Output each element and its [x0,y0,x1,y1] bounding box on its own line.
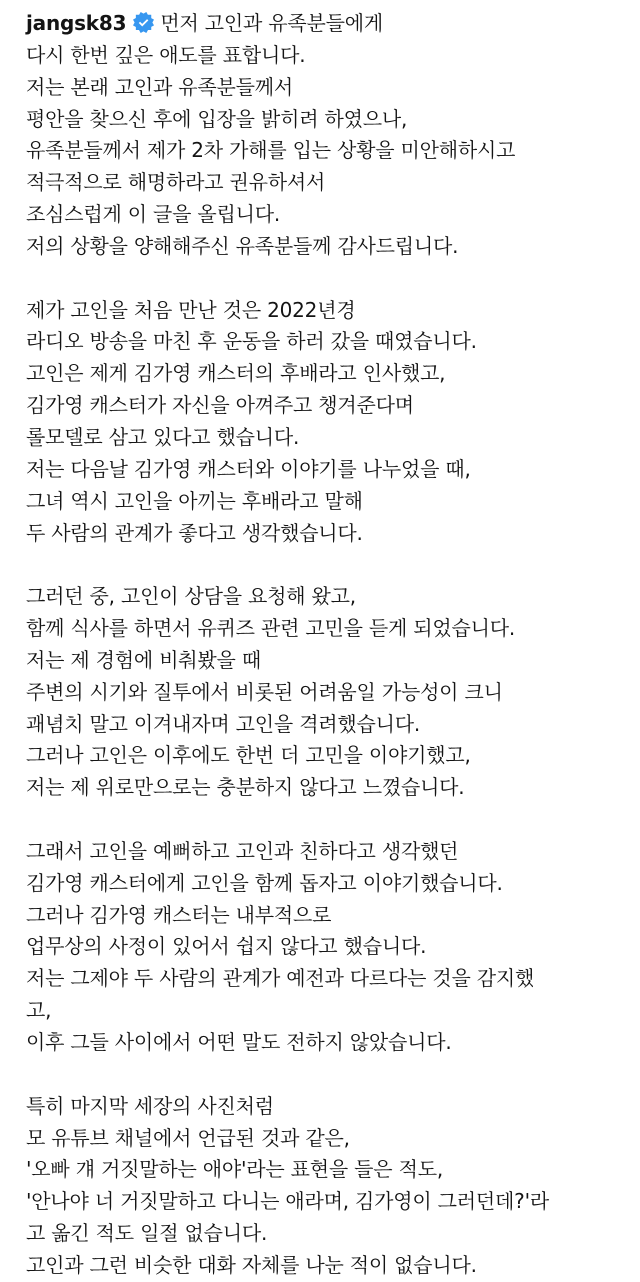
caption-line: 다시 한번 깊은 애도를 표합니다. [26,42,306,67]
caption-line: '오빠 걔 거짓말하는 애야'라는 표현을 들은 적도, [26,1157,443,1182]
caption-line: 김가영 캐스터가 자신을 아껴주고 챙겨준다며 [26,393,414,418]
caption-line: 괘념치 말고 이겨내자며 고인을 격려했습니다. [26,711,421,736]
paragraph-gap [26,1059,626,1091]
username-link[interactable]: jangsk83 [26,11,127,35]
paragraph-gap [26,549,626,581]
caption-header-line [26,8,626,40]
caption-line: 모 유튜브 채널에서 언급된 것과 같은, [26,1125,350,1150]
caption-line: 롤모델로 삼고 있다고 했습니다. [26,424,300,449]
caption-line: 저는 제 위로만으로는 충분하지 않다고 느꼈습니다. [26,775,465,800]
verified-badge-icon [133,12,154,33]
caption-line: 제가 고인을 처음 만난 것은 2022년경 [26,297,356,322]
caption-line: 저는 다음날 김가영 캐스터와 이야기를 나누었을 때, [26,456,471,481]
caption-line: 고, [26,998,52,1023]
caption-line: 고인은 제게 김가영 캐스터의 후배라고 인사했고, [26,361,446,386]
caption-line: 주변의 시기와 질투에서 비롯된 어려움일 가능성이 크니 [26,679,503,704]
caption-line: 업무상의 사정이 있어서 쉽지 않다고 했습니다. [26,934,427,959]
caption-line: 적극적으로 해명하라고 권유하셔서 [26,170,326,195]
caption-line: 저는 그제야 두 사람의 관계가 예전과 다르다는 것을 감지했 [26,966,535,991]
caption-line: 그녀 역시 고인을 아끼는 후배라고 말해 [26,488,363,513]
caption-line: 함께 식사를 하면서 유퀴즈 관련 고민을 듣게 되었습니다. [26,616,516,641]
caption-line: 김가영 캐스터에게 고인을 함께 돕자고 이야기했습니다. [26,870,503,895]
caption-line: 그러나 고인은 이후에도 한번 더 고민을 이야기했고, [26,743,471,768]
caption-line: 평안을 찾으신 후에 입장을 밝히려 하였으나, [26,106,408,131]
caption-line: '안나야 너 거짓말하고 다니는 애라며, 김가영이 그러던데?'라 [26,1189,549,1214]
paragraph-gap [26,263,626,295]
post-caption [26,8,626,1282]
caption-line: 저는 제 경험에 비춰봤을 때 [26,647,261,672]
caption-line: 그러던 중, 고인이 상담을 요청해 왔고, [26,584,356,609]
caption-body [26,40,626,1282]
caption-line: 특히 마지막 세장의 사진처럼 [26,1093,274,1118]
caption-line: 저의 상황을 양해해주신 유족분들께 감사드립니다. [26,233,459,258]
caption-line: 유족분들께서 제가 2차 가해를 입는 상황을 미안해하시고 [26,138,516,163]
caption-line: 고인과 그런 비슷한 대화 자체를 나눈 적이 없습니다. [26,1252,477,1277]
caption-first-line: 먼저 고인과 유족분들에게 [160,11,383,35]
caption-line: 저는 본래 고인과 유족분들께서 [26,74,294,99]
caption-line: 라디오 방송을 마친 후 운동을 하러 갔을 때였습니다. [26,329,477,354]
caption-line: 그러나 김가영 캐스터는 내부적으로 [26,902,332,927]
caption-line: 고 옮긴 적도 일절 없습니다. [26,1221,268,1246]
caption-line: 이후 그들 사이에서 어떤 말도 전하지 않았습니다. [26,1030,452,1054]
paragraph-gap [26,804,626,836]
caption-line: 조심스럽게 이 글을 올립니다. [26,202,281,227]
caption-line: 두 사람의 관계가 좋다고 생각했습니다. [26,520,363,545]
caption-line: 그래서 고인을 예뻐하고 고인과 친하다고 생각했던 [26,838,459,863]
